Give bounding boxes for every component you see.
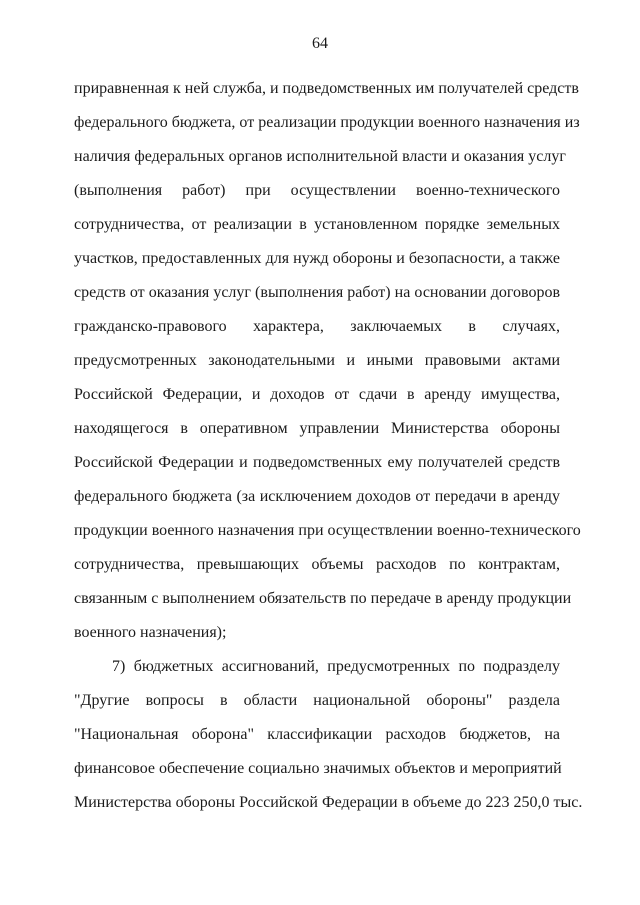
text-line: 7) бюджетных ассигнований, предусмотренных по подразделу <box>112 658 560 675</box>
text-line: федерального бюджета (за исключением доходов от передачи в аренду <box>74 488 560 505</box>
text-line: федерального бюджета, от реализации продукции военного назначения из <box>74 114 580 131</box>
text-line: сотрудничества, превышающих объемы расходов по контрактам, <box>74 556 560 573</box>
text-line: (выполнения работ) при осуществлении военно-технического <box>74 182 560 199</box>
text-line: Министерства обороны Российской Федерации в объеме до 223 250,0 тыс. <box>74 794 583 811</box>
text-line: военного назначения); <box>74 624 227 641</box>
text-line: приравненная к ней служба, и подведомственных им получателей средств <box>74 80 579 97</box>
text-line: средств от оказания услуг (выполнения работ) на основании договоров <box>74 284 560 301</box>
text-line: наличия федеральных органов исполнительной власти и оказания услуг <box>74 148 566 165</box>
text-line: Российской Федерации, и доходов от сдачи в аренду имущества, <box>74 386 560 403</box>
page-number: 64 <box>312 35 328 52</box>
text-line: предусмотренных законодательными и иными правовыми актами <box>74 352 560 369</box>
text-line: находящегося в оперативном управлении Министерства обороны <box>74 420 560 437</box>
text-line: "Другие вопросы в области национальной обороны" раздела <box>74 692 560 709</box>
text-line: гражданско-правового характера, заключаемых в случаях, <box>74 318 560 335</box>
text-line: сотрудничества, от реализации в установленном порядке земельных <box>74 216 560 233</box>
text-line: участков, предоставленных для нужд обороны и безопасности, а также <box>74 250 560 267</box>
text-line: финансовое обеспечение социально значимых объектов и мероприятий <box>74 760 562 777</box>
text-line: связанным с выполнением обязательств по передаче в аренду продукции <box>74 590 572 607</box>
text-line: Российской Федерации и подведомственных ему получателей средств <box>74 454 560 471</box>
text-line: продукции военного назначения при осуществлении военно-технического <box>74 522 581 539</box>
text-line: "Национальная оборона" классификации расходов бюджетов, на <box>74 726 560 743</box>
